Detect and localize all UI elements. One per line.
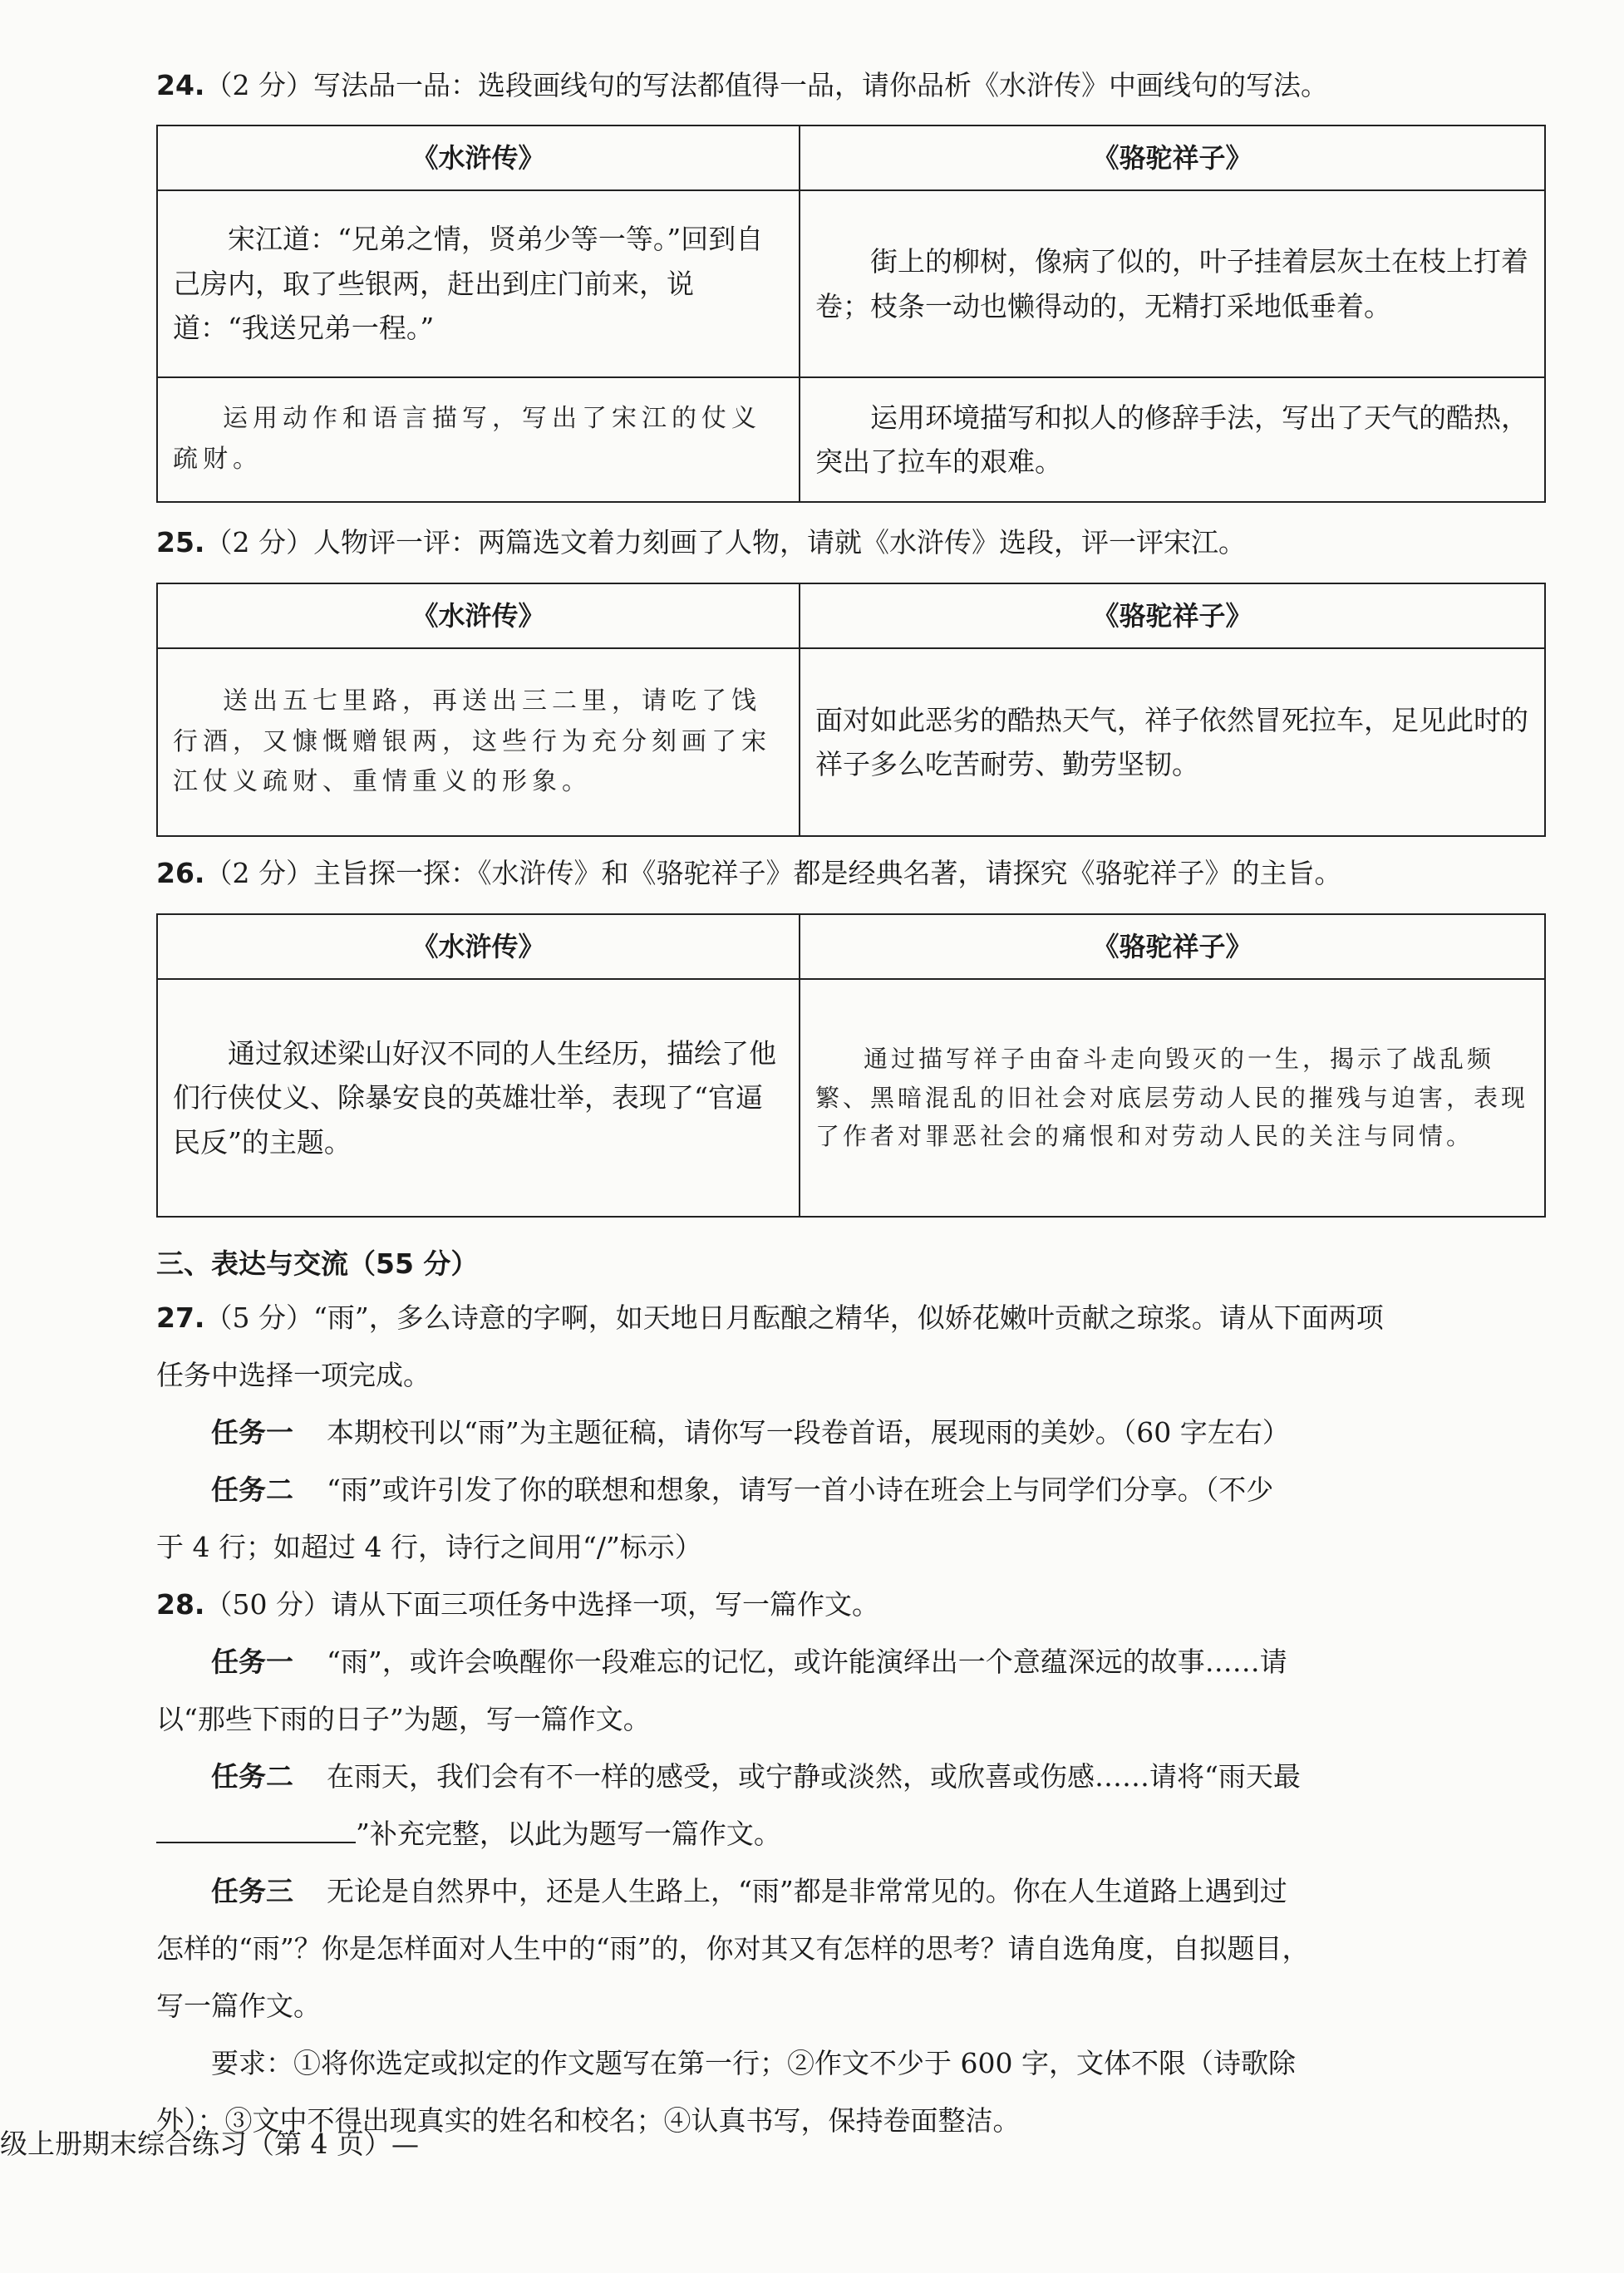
task-label: 任务二	[211, 1474, 293, 1506]
task-label: 任务一	[211, 1416, 293, 1449]
question-24	[156, 65, 1544, 106]
excerpt-right: 街上的柳树，像病了似的，叶子挂着层灰土在枝上打着卷；枝条一动也懒得动的，无精打采地低垂着。	[800, 190, 1545, 377]
handwritten-answer-left: 送出五七里路，再送出三二里，请吃了饯行酒，又慷慨赠银两，这些行为充分刻画了宋江仗义疏财、重情重义的形象。	[157, 648, 800, 836]
answer-right: 运用环境描写和拟人的修辞手法，写出了天气的酷热，突出了拉车的艰难。	[800, 377, 1545, 502]
q24-table	[156, 125, 1546, 503]
requirements-line2: 外）；③文中不得出现真实的姓名和校名；④认真书写，保持卷面整洁。	[156, 2104, 1021, 2137]
table-header-left: 《水浒传》	[157, 914, 800, 979]
task-text-line1: “雨”，或许会唤醒你一段难忘的记忆，或许能演绎出一个意蕴深远的故事……请	[327, 1646, 1287, 1678]
question-number: 27.	[156, 1301, 205, 1334]
task-label: 任务三	[211, 1875, 293, 1907]
excerpt-left: 宋江道：“兄弟之情，贤弟少等一等。”回到自己房内，取了些银两，赶出到庄门前来，说道：“我送兄弟一程。”	[157, 190, 800, 377]
question-27	[156, 1289, 1544, 1576]
section-heading: 三、表达与交流（55 分）	[156, 1247, 479, 1280]
handwritten-answer-left: 运用动作和语言描写，写出了宋江的仗义疏财。	[157, 377, 800, 502]
answer-right: 面对如此恶劣的酷热天气，祥子依然冒死拉车，足见此时的祥子多么吃苦耐劳、勤劳坚韧。	[800, 648, 1545, 836]
question-number: 24.	[156, 69, 205, 101]
question-25	[156, 522, 1544, 563]
task-text-line2: 以“那些下雨的日子”为题，写一篇作文。	[156, 1703, 651, 1735]
fill-in-blank[interactable]	[156, 1817, 356, 1843]
task-label: 任务二	[211, 1760, 293, 1793]
page-footer: 级上册期末综合练习（第 4 页）—	[0, 2128, 419, 2160]
question-number: 26.	[156, 857, 205, 889]
handwritten-answer-right: 通过描写祥子由奋斗走向毁灭的一生，揭示了战乱频繁、黑暗混乱的旧社会对底层劳动人民的摧残与迫害，表现了作者对罪恶社会的痛恨和对劳动人民的关注与同情。	[800, 979, 1545, 1217]
question-number: 25.	[156, 526, 205, 558]
question-28	[156, 1576, 1544, 2149]
question-text: （2 分）人物评一评：两篇选文着力刻画了人物，请就《水浒传》选段，评一评宋江。	[204, 526, 1246, 558]
question-26	[156, 853, 1544, 894]
task-text-line2: 怎样的“雨”？你是怎样面对人生中的“雨”的，你对其又有怎样的思考？请自选角度，自拟题目，	[156, 1932, 1310, 1965]
question-text: （2 分）主旨探一探：《水浒传》和《骆驼祥子》都是经典名著，请探究《骆驼祥子》的主旨。	[204, 857, 1342, 889]
question-text: （2 分）写法品一品：选段画线句的写法都值得一品，请你品析《水浒传》中画线句的写法。	[204, 69, 1328, 101]
task-text-line2: 于 4 行；如超过 4 行，诗行之间用“/”标示）	[156, 1531, 702, 1563]
task-label: 任务一	[211, 1646, 293, 1678]
answer-left: 通过叙述梁山好汉不同的人生经历，描绘了他们行侠仗义、除暴安良的英雄壮举，表现了“官逼民反”的主题。	[157, 979, 800, 1217]
table-header-right: 《骆驼祥子》	[800, 125, 1545, 190]
table-header-right: 《骆驼祥子》	[800, 914, 1545, 979]
task-text-line1: 在雨天，我们会有不一样的感受，或宁静或淡然，或欣喜或伤感……请将“雨天最	[327, 1760, 1301, 1793]
q26-table	[156, 913, 1546, 1218]
question-text-line1: （5 分）“雨”，多么诗意的字啊，如天地日月酝酿之精华，似娇花嫩叶贡献之琼浆。请从下面两项	[204, 1301, 1384, 1334]
question-number: 28.	[156, 1588, 205, 1621]
question-text: （50 分）请从下面三项任务中选择一项，写一篇作文。	[204, 1588, 879, 1621]
table-header-left: 《水浒传》	[157, 583, 800, 648]
requirements-line1: 要求：①将你选定或拟定的作文题写在第一行；②作文不少于 600 字，文体不限（诗歌除	[211, 2047, 1296, 2079]
q25-table	[156, 583, 1546, 837]
task-text-line2: ”补充完整，以此为题写一篇作文。	[356, 1818, 781, 1850]
task-text-line1: “雨”或许引发了你的联想和想象，请写一首小诗在班会上与同学们分享。（不少	[327, 1474, 1274, 1506]
question-text-line2: 任务中选择一项完成。	[156, 1359, 431, 1391]
task-text-line1: 无论是自然界中，还是人生路上，“雨”都是非常常见的。你在人生道路上遇到过	[327, 1875, 1287, 1907]
table-header-left: 《水浒传》	[157, 125, 800, 190]
task-text: 本期校刊以“雨”为主题征稿，请你写一段卷首语，展现雨的美妙。（60 字左右）	[327, 1416, 1290, 1449]
task-text-line3: 写一篇作文。	[156, 1990, 321, 2022]
table-header-right: 《骆驼祥子》	[800, 583, 1545, 648]
